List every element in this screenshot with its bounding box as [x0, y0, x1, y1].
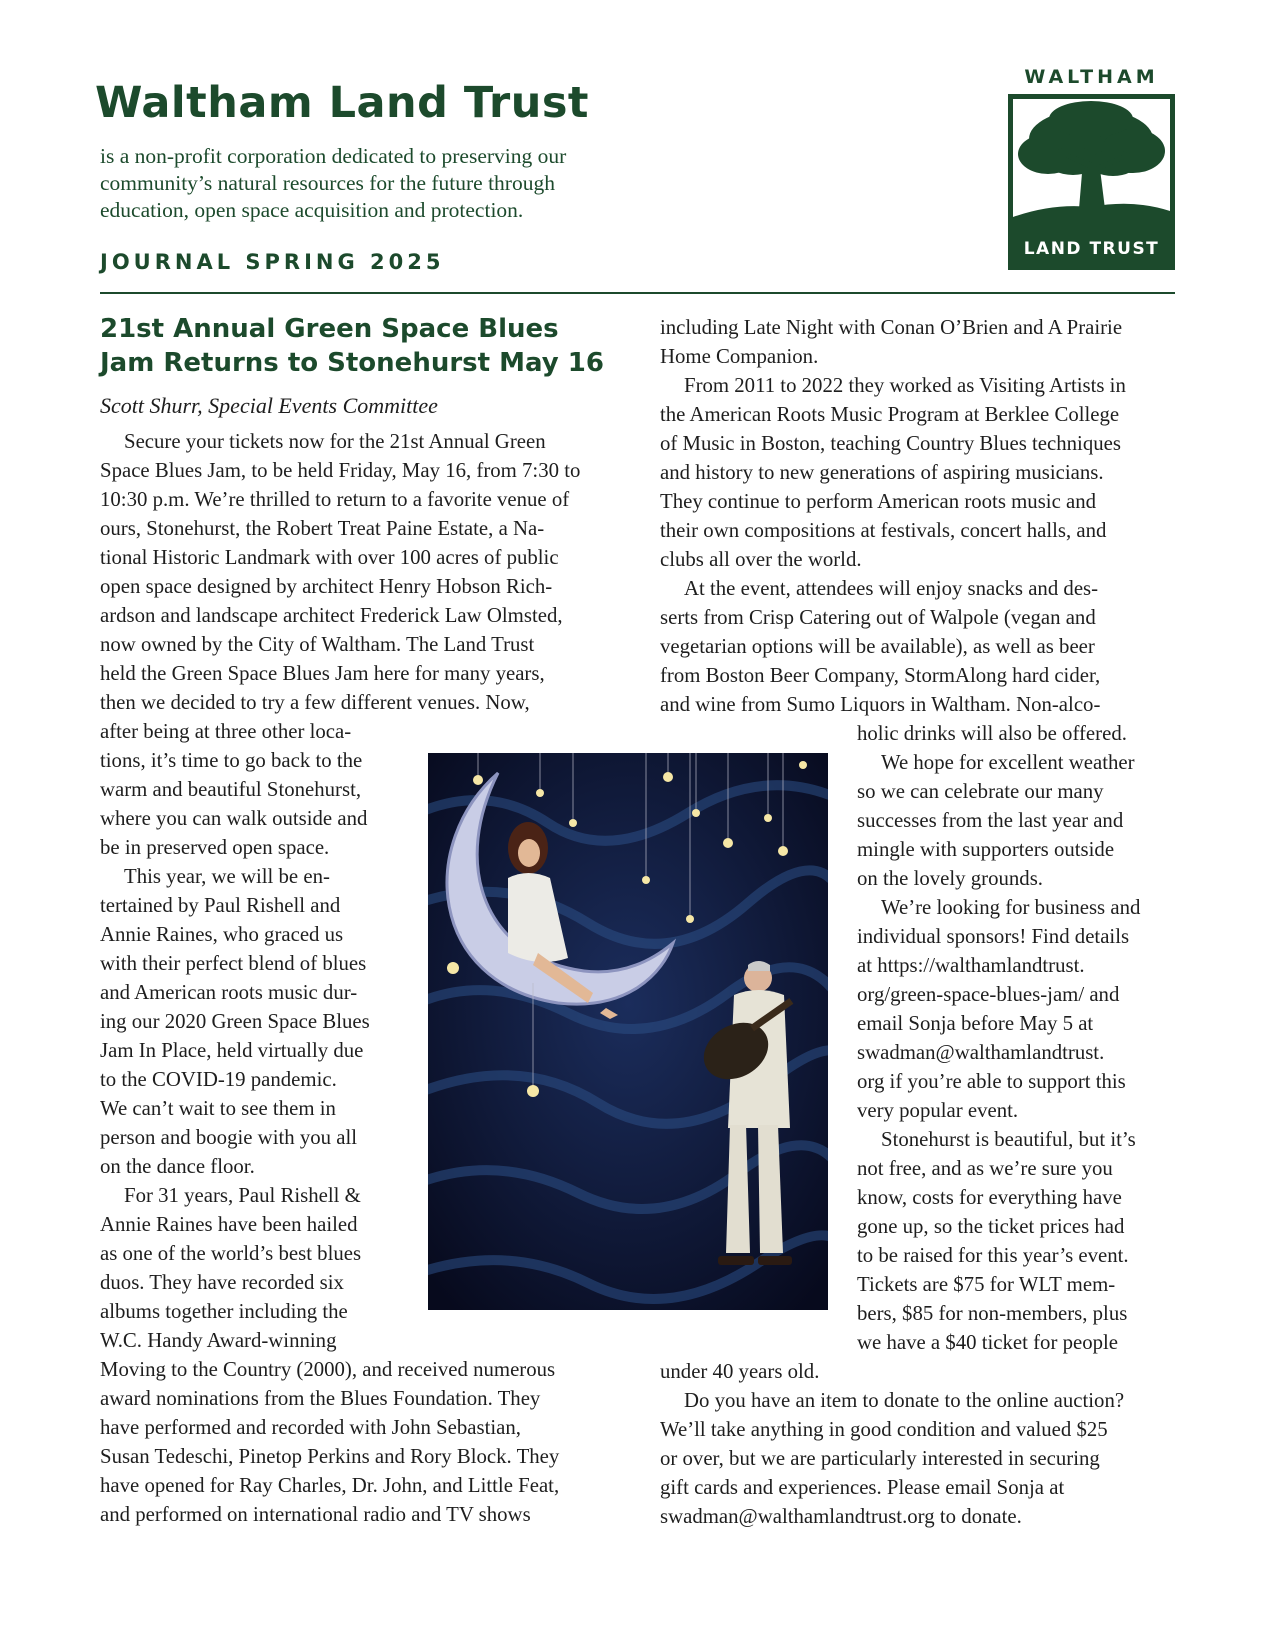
- right-column-line: individual sponsors! Find details: [857, 925, 1130, 948]
- logo-top-text: WALTHAM: [1024, 66, 1159, 88]
- right-column-line: we have a $40 ticket for people: [857, 1331, 1119, 1354]
- mission-statement: is a non-profit corporation dedicated to preserving our community’s natural resources for the future through education, open space acquisition and protection.: [100, 144, 567, 222]
- right-column-line: and history to new generations of aspiring musicians.: [660, 461, 1104, 484]
- right-column-line: We’re looking for business and: [881, 896, 1141, 919]
- right-column-line: successes from the last year and: [857, 809, 1124, 832]
- right-column-line: swadman@walthamlandtrust.org to donate.: [660, 1505, 1022, 1528]
- right-column-line: mingle with supporters outside: [857, 838, 1115, 861]
- left-column-line: then we decided to try a few different venues. Now,: [100, 691, 530, 714]
- left-column-line: ardson and landscape architect Frederick Law Olmsted,: [100, 604, 563, 627]
- left-column-line: have performed and recorded with John Sebastian,: [100, 1416, 521, 1439]
- left-column-line: ours, Stonehurst, the Robert Treat Paine Estate, a Na-: [100, 517, 545, 540]
- right-column-line: under 40 years old.: [660, 1360, 820, 1383]
- right-column-line: Tickets are $75 for WLT mem-: [857, 1273, 1116, 1296]
- left-column-line: duos. They have recorded six: [100, 1271, 344, 1294]
- right-column-line: at https://walthamlandtrust.: [857, 954, 1085, 977]
- right-column-line: clubs all over the world.: [660, 548, 862, 571]
- left-column-line: albums together including the: [100, 1300, 348, 1323]
- left-column-line: We can’t wait to see them in: [100, 1097, 336, 1120]
- right-column-line: the American Roots Music Program at Berklee College: [660, 403, 1120, 426]
- right-column-line: We hope for excellent weather: [881, 751, 1135, 774]
- right-column-line: org if you’re able to support this: [857, 1070, 1126, 1093]
- logo-bottom-text: LAND TRUST: [1013, 233, 1170, 265]
- right-column-line: and wine from Sumo Liquors in Waltham. Non-alco-: [660, 693, 1101, 716]
- left-column-line: tions, it’s time to go back to the: [100, 749, 363, 772]
- left-column-line: Annie Raines, who graced us: [100, 923, 344, 946]
- left-column-line: tional Historic Landmark with over 100 acres of public: [100, 546, 559, 569]
- right-column-line: They continue to perform American roots music and: [660, 490, 1097, 513]
- left-column-line: on the dance floor.: [100, 1155, 255, 1178]
- right-column-line: to be raised for this year’s event.: [857, 1244, 1129, 1267]
- left-column-line: now owned by the City of Waltham. The Land Trust: [100, 633, 535, 656]
- article-byline: Scott Shurr, Special Events Committee: [100, 393, 438, 418]
- right-column-line: At the event, attendees will enjoy snacks and des-: [684, 577, 1099, 600]
- left-column-line: ing our 2020 Green Space Blues: [100, 1010, 370, 1033]
- right-column-line: or over, but we are particularly interested in securing: [660, 1447, 1100, 1470]
- right-column-line: We’ll take anything in good condition and valued $25: [660, 1418, 1108, 1441]
- right-column-line: know, costs for everything have: [857, 1186, 1122, 1209]
- left-column-line: tertained by Paul Rishell and: [100, 894, 341, 917]
- left-column-line: warm and beautiful Stonehurst,: [100, 778, 362, 801]
- right-column-line: their own compositions at festivals, concert halls, and: [660, 519, 1107, 542]
- right-column-line: holic drinks will also be offered.: [857, 722, 1127, 745]
- left-column-line: Jam In Place, held virtually due: [100, 1039, 364, 1062]
- left-column-line: Space Blues Jam, to be held Friday, May 16, from 7:30 to: [100, 459, 581, 482]
- org-name: Waltham Land Trust: [95, 78, 589, 128]
- right-column-line: from Boston Beer Company, StormAlong hard cider,: [660, 664, 1101, 687]
- left-column-line: Secure your tickets now for the 21st Annual Green: [124, 430, 546, 453]
- left-column-line: held the Green Space Blues Jam here for many years,: [100, 662, 545, 685]
- left-column-line: after being at three other loca-: [100, 720, 352, 743]
- right-column-line: vegetarian options will be available), as well as beer: [660, 635, 1095, 658]
- header-divider: [100, 292, 1175, 294]
- right-column-line: org/green-space-blues-jam/ and: [857, 983, 1120, 1006]
- oak-tree-icon: [1013, 99, 1170, 233]
- right-column-line: not free, and as we’re sure you: [857, 1157, 1113, 1180]
- left-column-line: Moving to the Country (2000), and received numerous: [100, 1358, 556, 1381]
- left-column-line: open space designed by architect Henry Hobson Rich-: [100, 575, 553, 598]
- left-column-line: 10:30 p.m. We’re thrilled to return to a favorite venue of: [100, 488, 570, 511]
- left-column-line: This year, we will be en-: [124, 865, 330, 888]
- article-headline: 21st Annual Green Space Blues Jam Returns to Stonehurst May 16: [100, 314, 604, 378]
- right-column-line: gone up, so the ticket prices had: [857, 1215, 1125, 1238]
- right-column-line: swadman@walthamlandtrust.: [857, 1041, 1105, 1064]
- left-column-line: as one of the world’s best blues: [100, 1242, 362, 1265]
- right-column-line: so we can celebrate our many: [857, 780, 1104, 803]
- musicians-moon-photo: [428, 753, 828, 1310]
- waltham-land-trust-logo: [1008, 66, 1175, 270]
- right-column-line: including Late Night with Conan O’Brien and A Prairie: [660, 316, 1123, 339]
- right-column-line: gift cards and experiences. Please email Sonja at: [660, 1476, 1065, 1499]
- left-column-line: person and boogie with you all: [100, 1126, 358, 1149]
- left-column-line: be in preserved open space.: [100, 836, 330, 859]
- left-column-line: and American roots music dur-: [100, 981, 358, 1004]
- right-column-line: Do you have an item to donate to the online auction?: [684, 1389, 1125, 1412]
- left-column-line: with their perfect blend of blues: [100, 952, 367, 975]
- right-column-line: on the lovely grounds.: [857, 867, 1043, 890]
- left-column-line: where you can walk outside and: [100, 807, 368, 830]
- left-column-line: to the COVID-19 pandemic.: [100, 1068, 337, 1091]
- logo-frame: [1008, 94, 1175, 270]
- left-column-line: award nominations from the Blues Foundation. They: [100, 1387, 541, 1410]
- left-column-line: have opened for Ray Charles, Dr. John, and Little Feat,: [100, 1474, 560, 1497]
- right-column-line: From 2011 to 2022 they worked as Visiting Artists in: [684, 374, 1126, 397]
- left-column-line: Annie Raines have been hailed: [100, 1213, 358, 1236]
- left-column-line: W.C. Handy Award-winning: [100, 1329, 337, 1352]
- right-column-line: Stonehurst is beautiful, but it’s: [881, 1128, 1136, 1151]
- right-column-line: serts from Crisp Catering out of Walpole (vegan and: [660, 606, 1096, 629]
- right-column-line: email Sonja before May 5 at: [857, 1012, 1094, 1035]
- right-column-line: very popular event.: [857, 1099, 1019, 1122]
- left-column-line: Susan Tedeschi, Pinetop Perkins and Rory Block. They: [100, 1445, 560, 1468]
- right-column-line: bers, $85 for non-members, plus: [857, 1302, 1128, 1325]
- right-column-line: of Music in Boston, teaching Country Blues techniques: [660, 432, 1121, 455]
- left-column-line: and performed on international radio and TV shows: [100, 1503, 531, 1526]
- left-column-line: For 31 years, Paul Rishell &: [124, 1184, 361, 1207]
- right-column-line: Home Companion.: [660, 345, 819, 368]
- journal-issue: JOURNAL SPRING 2025: [100, 250, 445, 274]
